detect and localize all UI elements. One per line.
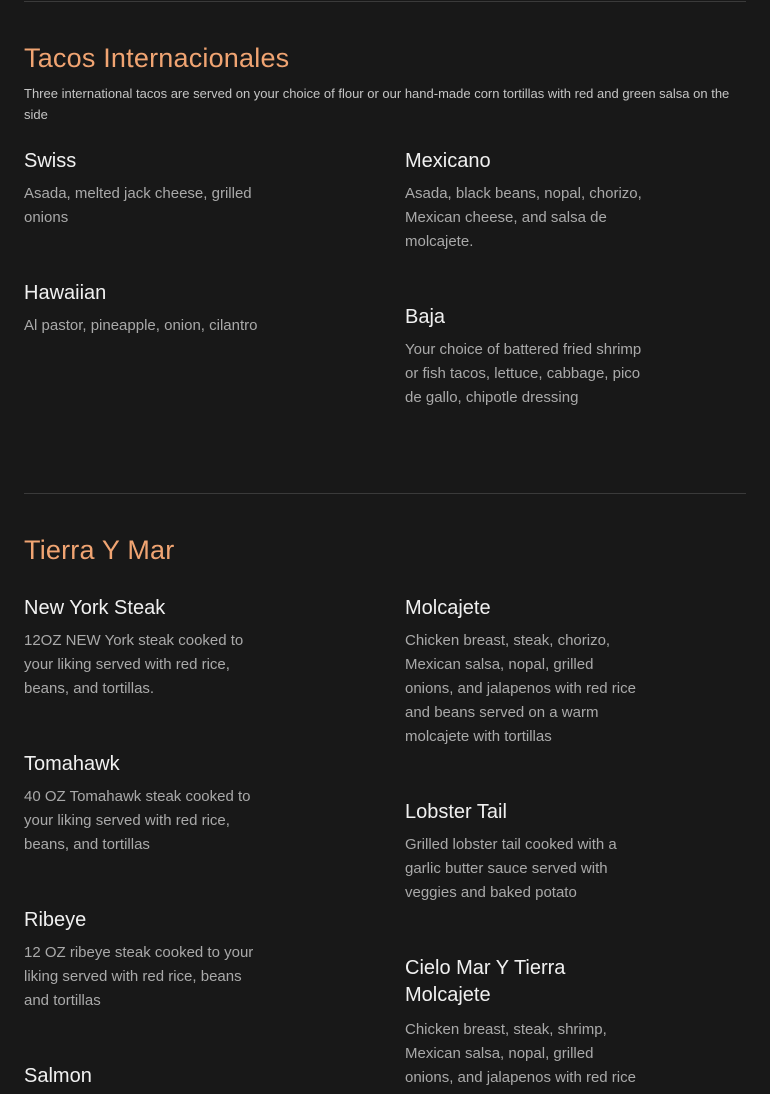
- menu-item-name: Lobster Tail: [405, 801, 507, 823]
- menu-item-name: Baja: [405, 306, 446, 328]
- menu-item-baja: [405, 304, 643, 410]
- menu-item-name: Salmon: [24, 1065, 92, 1087]
- menu-item-tomahawk: [24, 751, 262, 857]
- menu-item-cielo-mar-y-tierra-molcajete: [405, 955, 643, 1090]
- menu-item-name: Hawaiian: [24, 282, 107, 304]
- menu-item-description: 12 OZ ribeye steak cooked to your liking served with red rice, beans and tortillas: [24, 944, 254, 1009]
- menu-item-description: 40 OZ Tomahawk steak cooked to your liking served with red rice, beans, and tortillas: [24, 788, 251, 853]
- menu-item-name: New York Steak: [24, 597, 166, 619]
- section-title-tierra-y-mar: Tierra Y Mar: [24, 535, 175, 565]
- menu-item-ribeye: [24, 907, 262, 1013]
- menu-item-name: Swiss: [24, 150, 77, 172]
- menu-item-salmon: [24, 1063, 262, 1090]
- divider-top: [24, 1, 746, 2]
- menu-item-description: Al pastor, pineapple, onion, cilantro: [24, 317, 258, 334]
- menu-item-molcajete: [405, 595, 643, 749]
- section-description-tacos-internacionales: Three international tacos are served on your choice of flour or our hand-made corn tortillas with red and green salsa on the side: [24, 86, 730, 122]
- menu-item-description: 12OZ NEW York steak cooked to your liking served with red rice, beans, and tortillas.: [24, 632, 244, 697]
- menu-item-description: Chicken breast, steak, shrimp, Mexican salsa, nopal, grilled onions, and jalapenos with red rice: [405, 1021, 636, 1086]
- menu-item-new-york-steak: [24, 595, 262, 701]
- menu-item-swiss: [24, 148, 262, 230]
- menu-item-name: Tomahawk: [24, 753, 120, 775]
- menu-item-hawaiian: [24, 280, 262, 338]
- menu-item-name: Mexicano: [405, 150, 491, 172]
- section-title-tacos-internacionales: Tacos Internacionales: [24, 43, 290, 73]
- menu-item-name: Ribeye: [24, 909, 87, 931]
- menu-item-description: Chicken breast, steak, chorizo, Mexican salsa, nopal, grilled onions, and jalapenos with red rice and beans served on a warm molcajete with tortillas: [405, 632, 636, 745]
- divider-section: [24, 493, 746, 494]
- menu-item-mexicano: [405, 148, 643, 254]
- menu-item-description: Your choice of battered fried shrimp or fish tacos, lettuce, cabbage, pico de gallo, chipotle dressing: [405, 341, 642, 406]
- menu-item-description: Grilled lobster tail cooked with a garlic butter sauce served with veggies and baked potato: [405, 836, 617, 901]
- menu-item-name: Cielo Mar Y Tierra Molcajete: [405, 957, 566, 1006]
- menu-item-name: Molcajete: [405, 597, 491, 619]
- menu-item-description: Asada, melted jack cheese, grilled onions: [24, 185, 252, 226]
- menu-item-description: Asada, black beans, nopal, chorizo, Mexican cheese, and salsa de molcajete.: [405, 185, 642, 250]
- menu-item-lobster-tail: [405, 799, 643, 905]
